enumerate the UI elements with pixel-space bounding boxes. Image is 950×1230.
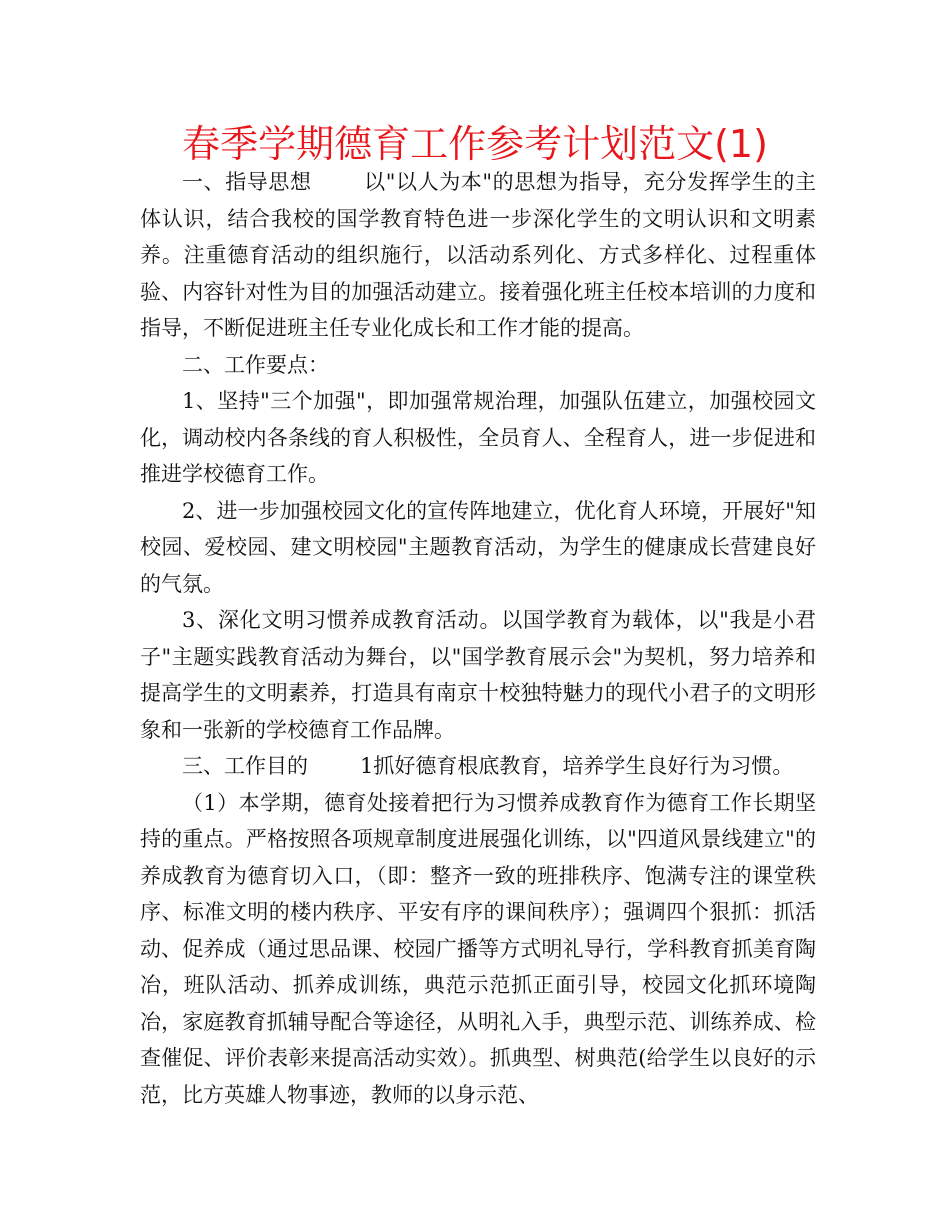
paragraph-point-3: 3、深化文明习惯养成教育活动。以国学教育为载体，以"我是小君子"主题实践教育活动为舞台，以"国学教育展示会"为契机，努力培养和提高学生的文明素养，打造具有南京十校独特魅力的现代小君子的文明形象和一张新的学校德育工作品牌。 xyxy=(140,608,816,742)
paragraph-text: 1抓好德育根底教育，培养学生良好行为习惯。 xyxy=(360,754,794,778)
section-heading-work-goals: 三、工作目的 xyxy=(182,754,308,778)
paragraph-point-2: 2、进一步加强校园文化的宣传阵地建立，优化育人环境，开展好"知校园、爱校园、建文明校园"主题教育活动，为学生的健康成长营建良好的气氛。 xyxy=(140,498,816,596)
document-title: 春季学期德育工作参考计划范文(1) xyxy=(182,122,768,166)
document-body xyxy=(140,164,816,1113)
paragraph-text: 以"以人为本"的思想为指导，充分发挥学生的主体认识，结合我校的国学教育特色进一步深化学生的文明认识和文明素养。注重德育活动的组织施行，以活动系列化、方式多样化、过程重体验、内容针对性为目的加强活动建立。接着强化班主任校本培训的力度和指导，不断促进班主任专业化成长和工作才能的提高。 xyxy=(140,170,816,340)
paragraph-goal-1: （1）本学期，德育处接着把行为习惯养成教育作为德育工作长期坚持的重点。严格按照各项规章制度进展强化训练，以"四道风景线建立"的养成教育为德育切入口，（即：整齐一致的班排秩序、饱满专注的课堂秩序、标准文明的楼内秩序、平安有序的课间秩序）；强调四个狠抓：抓活动、促养成（通过思品课、校园广播等方式明礼导行，学科教育抓美育陶冶，班队活动、抓养成训练，典范示范抓正面引导，校园文化抓环境陶冶，家庭教育抓辅导配合等途径，从明礼入手，典型示范、训练养成、检查催促、评价表彰来提高活动实效）。抓典型、树典范(给学生以良好的示范，比方英雄人物事迹，教师的以身示范、 xyxy=(140,790,816,1107)
paragraph-guiding-ideology xyxy=(140,164,816,347)
paragraph-work-goals xyxy=(140,748,816,785)
section-heading-guiding-ideology: 一、指导思想 xyxy=(182,170,312,194)
paragraph-point-1: 1、坚持"三个加强"，即加强常规治理，加强队伍建立，加强校园文化，调动校内各条线的育人积极性，全员育人、全程育人，进一步促进和推进学校德育工作。 xyxy=(140,389,816,486)
section-heading-work-points: 二、工作要点： xyxy=(182,352,329,377)
